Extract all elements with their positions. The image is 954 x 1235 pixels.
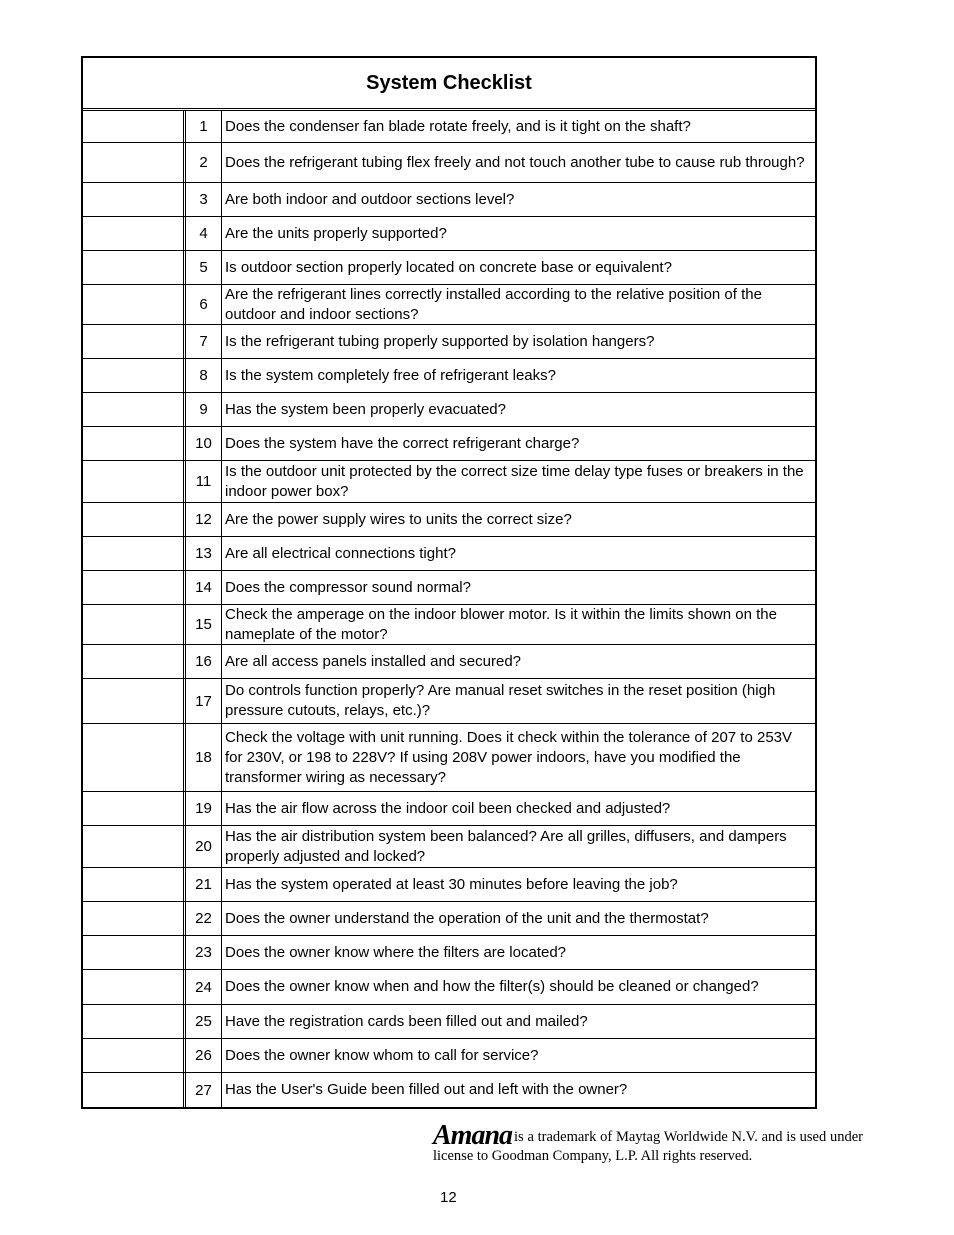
item-number: 2 [186,143,222,182]
checklist-row [83,427,815,461]
check-cell[interactable] [83,605,186,644]
check-cell[interactable] [83,1039,186,1072]
item-number: 20 [186,826,222,867]
check-cell[interactable] [83,325,186,358]
checklist-row [83,645,815,679]
checklist-row [83,143,815,183]
check-cell[interactable] [83,571,186,604]
checklist-row [83,1005,815,1039]
checklist-row [83,1073,815,1107]
item-number: 12 [186,503,222,536]
item-number: 25 [186,1005,222,1038]
check-cell[interactable] [83,1073,186,1107]
item-question: Are all access panels installed and secured? [225,652,522,670]
check-cell[interactable] [83,359,186,392]
amana-logo: Amana [433,1120,513,1151]
item-number: 8 [186,359,222,392]
checklist-row [83,679,815,724]
item-question: Are both indoor and outdoor sections level? [225,190,515,208]
system-checklist-table [81,56,817,1109]
title-row [83,58,815,111]
item-question: Is the refrigerant tubing properly supported by isolation hangers? [225,332,655,350]
item-question: Do controls function properly? Are manual reset switches in the reset position (high pressure cutouts, relays, etc.)? [225,682,776,719]
item-number: 18 [186,724,222,791]
item-question: Has the system operated at least 30 minutes before leaving the job? [225,875,678,893]
item-number: 17 [186,679,222,723]
trademark-footer [433,1120,863,1166]
check-cell[interactable] [83,1005,186,1038]
check-cell[interactable] [83,936,186,969]
checklist-row [83,537,815,571]
checklist-row [83,461,815,503]
checklist-row [83,503,815,537]
check-cell[interactable] [83,679,186,723]
item-question: Is the system completely free of refrigerant leaks? [225,366,556,384]
check-cell[interactable] [83,724,186,791]
checklist-row [83,285,815,325]
checklist-row [83,393,815,427]
item-question: Check the amperage on the indoor blower motor. Is it within the limits shown on the nameplate of the motor? [225,605,777,643]
check-cell[interactable] [83,111,186,142]
item-number: 9 [186,393,222,426]
checklist-rows [83,111,815,1107]
check-cell[interactable] [83,461,186,502]
item-question: Does the system have the correct refrigerant charge? [225,434,580,452]
item-question: Are the power supply wires to units the correct size? [225,510,572,528]
item-question: Does the compressor sound normal? [225,578,471,596]
item-number: 4 [186,217,222,250]
item-number: 22 [186,902,222,935]
item-question: Is outdoor section properly located on concrete base or equivalent? [225,258,672,276]
checklist-row [83,183,815,217]
item-question: Are the refrigerant lines correctly installed according to the relative position of the outdoor and indoor sections? [225,285,762,323]
item-number: 23 [186,936,222,969]
item-question: Does the owner understand the operation of the unit and the thermostat? [225,909,709,927]
check-cell[interactable] [83,645,186,678]
page-number: 12 [440,1189,457,1206]
checklist-row [83,792,815,826]
item-number: 26 [186,1039,222,1072]
item-number: 7 [186,325,222,358]
item-question: Does the owner know where the filters are located? [225,943,567,961]
item-question: Are all electrical connections tight? [225,544,456,562]
check-cell[interactable] [83,792,186,825]
checklist-row [83,936,815,970]
check-cell[interactable] [83,183,186,216]
item-question: Does the condenser fan blade rotate freely, and is it tight on the shaft? [225,117,691,135]
item-number: 5 [186,251,222,284]
checklist-row [83,1039,815,1073]
trademark-notice: is a trademark of Maytag Worldwide N.V. and is used under license to Goodman Company, L.P. All rights reserved. [433,1129,863,1164]
check-cell[interactable] [83,285,186,324]
checklist-row [83,251,815,285]
check-cell[interactable] [83,393,186,426]
checklist-row [83,826,815,868]
check-cell[interactable] [83,217,186,250]
checklist-row [83,111,815,143]
item-number: 15 [186,605,222,644]
item-question: Does the owner know whom to call for service? [225,1046,539,1064]
item-question: Are the units properly supported? [225,224,447,242]
item-number: 19 [186,792,222,825]
item-number: 13 [186,537,222,570]
item-question: Check the voltage with unit running. Does it check within the tolerance of 207 to 253V for 230V, or 198 to 228V? If using 208V power indoors, have you modified the transformer wiring as necessary? [225,728,793,786]
check-cell[interactable] [83,503,186,536]
checklist-row [83,724,815,792]
item-number: 3 [186,183,222,216]
checklist-title: System Checklist [366,71,532,94]
check-cell[interactable] [83,902,186,935]
item-number: 21 [186,868,222,901]
item-number: 24 [186,970,222,1004]
checklist-row [83,868,815,902]
item-number: 16 [186,645,222,678]
item-number: 1 [186,111,222,142]
check-cell[interactable] [83,427,186,460]
check-cell[interactable] [83,970,186,1004]
item-question: Has the system been properly evacuated? [225,400,506,418]
check-cell[interactable] [83,251,186,284]
item-question: Has the air flow across the indoor coil been checked and adjusted? [225,799,671,817]
checklist-row [83,902,815,936]
item-question: Does the owner know when and how the filter(s) should be cleaned or changed? [225,978,759,995]
item-question: Has the User's Guide been filled out and left with the owner? [225,1081,628,1098]
item-question: Does the refrigerant tubing flex freely and not touch another tube to cause rub through? [225,153,805,171]
item-question: Is the outdoor unit protected by the correct size time delay type fuses or breakers in the indoor power box? [225,462,804,500]
checklist-row [83,605,815,645]
checklist-row [83,571,815,605]
item-question: Have the registration cards been filled out and mailed? [225,1012,588,1030]
item-number: 6 [186,285,222,324]
item-number: 14 [186,571,222,604]
check-cell[interactable] [83,868,186,901]
item-number: 10 [186,427,222,460]
checklist-row [83,970,815,1005]
check-cell[interactable] [83,143,186,182]
check-cell[interactable] [83,537,186,570]
item-number: 11 [186,461,222,502]
checklist-row [83,217,815,251]
checklist-row [83,325,815,359]
check-cell[interactable] [83,826,186,867]
item-number: 27 [186,1073,222,1107]
checklist-row [83,359,815,393]
item-question: Has the air distribution system been balanced? Are all grilles, diffusers, and dampers properly adjusted and locked? [225,827,787,865]
